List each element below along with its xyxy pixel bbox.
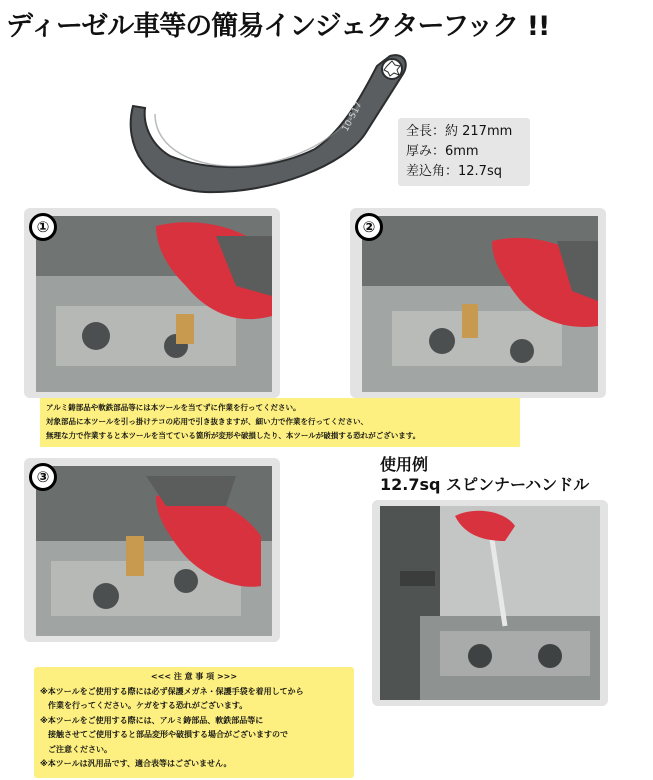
usage-example-panel bbox=[372, 500, 608, 706]
step-1-photo bbox=[36, 216, 272, 392]
step-warning-note bbox=[40, 398, 520, 447]
caution-line: ※本ツールは汎用品です、適合表等はございません。 bbox=[40, 759, 232, 768]
usage-example-photo bbox=[380, 506, 600, 700]
caution-line: ご注意ください。 bbox=[40, 744, 112, 754]
caution-heading: <<< 注 意 事 項 >>> bbox=[150, 672, 238, 681]
note-line-3: 無理な力で作業すると本ツールを当てている箇所が変形や破損したり、本ツールが破損する恐れがございます。 bbox=[46, 431, 421, 440]
note-line-2: 対象部品に本ツールを引っ掛けテコの応用で引き抜きますが、細い力で作業を行ってください、 bbox=[46, 417, 369, 426]
caution-box bbox=[34, 667, 354, 778]
caution-line: 接触させてご使用すると部品変形や破損する場合がございますので bbox=[40, 730, 288, 739]
spec-length: 全長：約 217mm bbox=[406, 124, 513, 139]
step-2-panel bbox=[350, 208, 606, 398]
spec-thickness: 厚み：6mm bbox=[406, 144, 479, 159]
step-2-number: ② bbox=[355, 213, 383, 241]
tool-marking: 10-517 bbox=[340, 100, 365, 134]
caution-line: ※本ツールをご使用する際には、アルミ鋳部品、軟鉄部品等に bbox=[40, 715, 264, 725]
step-3-panel bbox=[24, 458, 280, 642]
usage-handle-label: 12.7sq スピンナーハンドル bbox=[380, 475, 590, 494]
page-title: ディーゼル車等の簡易インジェクターフック !! bbox=[6, 11, 550, 42]
step-3-number: ③ bbox=[29, 463, 57, 491]
caution-line: 作業を行ってください。ケガをする恐れがございます。 bbox=[40, 701, 248, 710]
caution-line: ※本ツールをご使用する際には必ず保護メガネ・保護手袋を着用してから bbox=[40, 686, 304, 696]
note-line-1: アルミ鋳部品や軟鉄部品等には本ツールを当てずに作業を行ってください。 bbox=[46, 403, 301, 412]
step-1-number: ① bbox=[29, 213, 57, 241]
step-3-photo bbox=[36, 466, 272, 636]
step-2-photo bbox=[362, 216, 598, 392]
usage-label: 使用例 bbox=[380, 455, 429, 474]
specs-box bbox=[398, 118, 530, 186]
injector-hook-tool-image bbox=[115, 44, 415, 204]
usage-heading bbox=[380, 455, 589, 495]
step-1-panel bbox=[24, 208, 280, 398]
spec-drive-size: 差込角：12.7sq bbox=[406, 164, 502, 179]
